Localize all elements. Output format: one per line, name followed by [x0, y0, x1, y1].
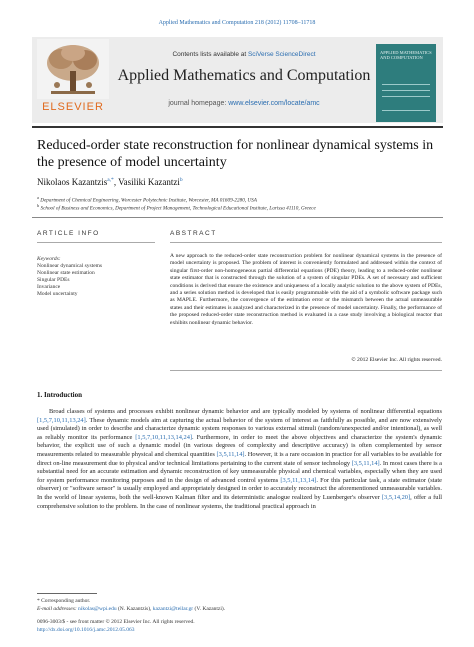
cover-title: APPLIED MATHEMATICS AND COMPUTATION	[380, 50, 432, 61]
sciencedirect-link[interactable]: SciVerse ScienceDirect	[247, 51, 316, 58]
citation-link[interactable]: [3,5,11,14]	[351, 459, 380, 467]
cover-line	[382, 84, 430, 85]
article-info-rule	[37, 242, 155, 243]
journal-cover-thumbnail	[376, 44, 436, 122]
abstract-rule	[170, 242, 442, 243]
author-separator: ,	[113, 177, 119, 187]
issn-line: 0096-3003/$ - see front matter © 2012 Elsevier Inc. All rights reserved.	[37, 619, 195, 625]
affiliation-mark: a	[37, 195, 39, 200]
abstract-text: A new approach to the reduced-order state reconstruction problem for nonlinear dynamical systems in the presence of model uncertainty is proposed. The problem of interest is conveniently formulated and addressed within the context of singular first-order non-homogeneous partial differential equations (PDE) theory, leading to a reduced-order nonlinear state estimator that is constructed through the solution of a system of singular PDEs. A set of necessary and sufficient conditions is derived that ensure the existence and uniqueness of a locally analytic solution to the above system of PDEs, and a series solution method is developed that is easily programmable with the aid of a symbolic software package such as MAPLE. Furthermore, the convergence of the estimation error or the mismatch between the actual unmeasurable states and their estimates is analyzed and characterized in the presence of model uncertainty. Finally, the performance of the proposed reduced-order state reconstruction method is evaluated in a case study involving a biological reactor that exhibits nonlinear dynamic behavior.	[170, 253, 442, 326]
contents-prefix: Contents lists available at	[172, 51, 248, 58]
journal-title: Applied Mathematics and Computation	[117, 67, 371, 84]
keyword-item[interactable]: Invariance	[37, 284, 61, 290]
author-affiliation-mark[interactable]: a,*	[107, 177, 114, 183]
intro-text: . For this particular task, a state estimator (state observer) or "software sensor" is usually employed and appropriately designed in order to accurately reconstruct the aforementioned unmeasurable variables. In the world of linear systems, both the well-known Kalman filter and its deterministic analogue realized by Luenberger's observer	[37, 476, 442, 501]
citation-link[interactable]: [1,5,7,10,11,13,14,24]	[135, 433, 193, 441]
keyword-item[interactable]: Nonlinear state estimation	[37, 270, 95, 276]
keyword-item[interactable]: Model uncertainty	[37, 291, 78, 297]
tree-logo-icon	[37, 39, 109, 99]
citation-link[interactable]: [3,5,14,20]	[381, 493, 411, 501]
email-label: E-mail addresses:	[37, 606, 79, 612]
homepage-link[interactable]: www.elsevier.com/locate/amc	[228, 100, 320, 107]
publisher-name: ELSEVIER	[42, 101, 104, 113]
header-rule	[32, 126, 443, 128]
corresponding-author-note	[37, 598, 90, 604]
article-info-heading: ARTICLE INFO	[37, 230, 100, 237]
citation-link[interactable]: [3,5,11,14]	[216, 450, 245, 458]
paper-title: Reduced-order state reconstruction for nonlinear dynamical systems in the presence of model uncertainty	[37, 138, 434, 170]
citation-link[interactable]: [1,5,7,10,11,13,24]	[37, 416, 86, 424]
footnote-rule	[37, 593, 97, 594]
author-affiliation-mark[interactable]: b	[179, 177, 183, 183]
intro-paragraph	[37, 408, 442, 511]
email-owner: (V. Kazantzi).	[193, 606, 226, 612]
affiliation-mark: b	[37, 203, 40, 208]
author-name: Vasiliki Kazantzi	[118, 177, 180, 187]
intro-text: . Furthermore, in order to meet the above objectives and characterize the system's dynamic behavior, the explicit use of such a dynamic model (in various degrees of complexity and descriptive accuracy) is often complemented by sensor measurements related to measurable physical and chemical quantities	[37, 433, 442, 458]
affiliation-text: School of Business and Economics, Department of Project Management, Technological Educational Institute, Larissa 41110, Greece	[40, 205, 316, 212]
keyword-item[interactable]: Singular PDEs	[37, 277, 70, 283]
cover-line	[382, 110, 430, 111]
abstract-end-rule	[170, 370, 442, 371]
intro-text: . However, it is a rare occasion in practice for all variables to be available for direct on-line measurement due to physical and/or technical limitations pertaining to the current state of sensor technology	[37, 450, 442, 467]
author-list	[37, 177, 183, 187]
footnote-text: Corresponding author.	[41, 598, 91, 604]
intro-text: , offer a full comprehensive solution to the problem. In the case of nonlinear systems, the traditional practical approach in	[37, 493, 442, 510]
email-link[interactable]: nikolas@wpi.edu	[78, 606, 117, 612]
keyword-item[interactable]: Nonlinear dynamical systems	[37, 263, 103, 269]
author-name: Nikolaos Kazantzis	[37, 177, 108, 187]
homepage-prefix: journal homepage:	[168, 100, 229, 107]
journal-citation: Applied Mathematics and Computation 218 (2012) 11708–11718	[158, 20, 316, 26]
journal-homepage-line	[112, 100, 376, 107]
abstract-heading: ABSTRACT	[170, 230, 217, 237]
footnote-marker: *	[37, 598, 40, 604]
affiliation-b	[37, 203, 447, 212]
cover-line	[382, 96, 430, 97]
keywords-label: Keywords:	[37, 256, 61, 262]
doi-link[interactable]: http://dx.doi.org/10.1016/j.amc.2012.05.063	[37, 627, 135, 633]
doi-line	[37, 627, 135, 633]
intro-text: . In most cases there is a substantial need for an accurate estimation and dynamic reconstruction of key unmeasurable physical and chemical variables, especially when they are used for system performance monitoring purposes and in the design of advanced control systems	[37, 459, 442, 484]
elsevier-tree-logo	[37, 39, 109, 99]
email-note	[37, 606, 225, 612]
citation-link[interactable]: [3,5,11,13,14]	[280, 476, 317, 484]
copyright-line: © 2012 Elsevier Inc. All rights reserved.	[351, 357, 442, 363]
email-owner: (N. Kazantzis),	[116, 606, 153, 612]
contents-line	[116, 51, 372, 58]
intro-text: . These dynamic models aim at capturing the actual behavior of the system of interest as faithfully as possible, and are now extensively used (simulated) in order to describe and characterize dynamic system responses to various external stimuli (random/unexpected and/or intentional), as well as reliably monitor its performance	[37, 416, 442, 441]
section-heading: 1. Introduction	[37, 391, 82, 399]
email-link[interactable]: kazantzi@teilar.gr	[152, 606, 194, 612]
section-rule	[32, 217, 443, 218]
affiliation-text: Department of Chemical Engineering, Worcester Polytechnic Institute, Worcester, MA 01609-2280, USA	[40, 197, 257, 204]
cover-line	[382, 90, 430, 91]
intro-text: Broad classes of systems and processes exhibit nonlinear dynamic behavior and are typically modeled by systems of nonlinear differential equations	[49, 408, 442, 415]
